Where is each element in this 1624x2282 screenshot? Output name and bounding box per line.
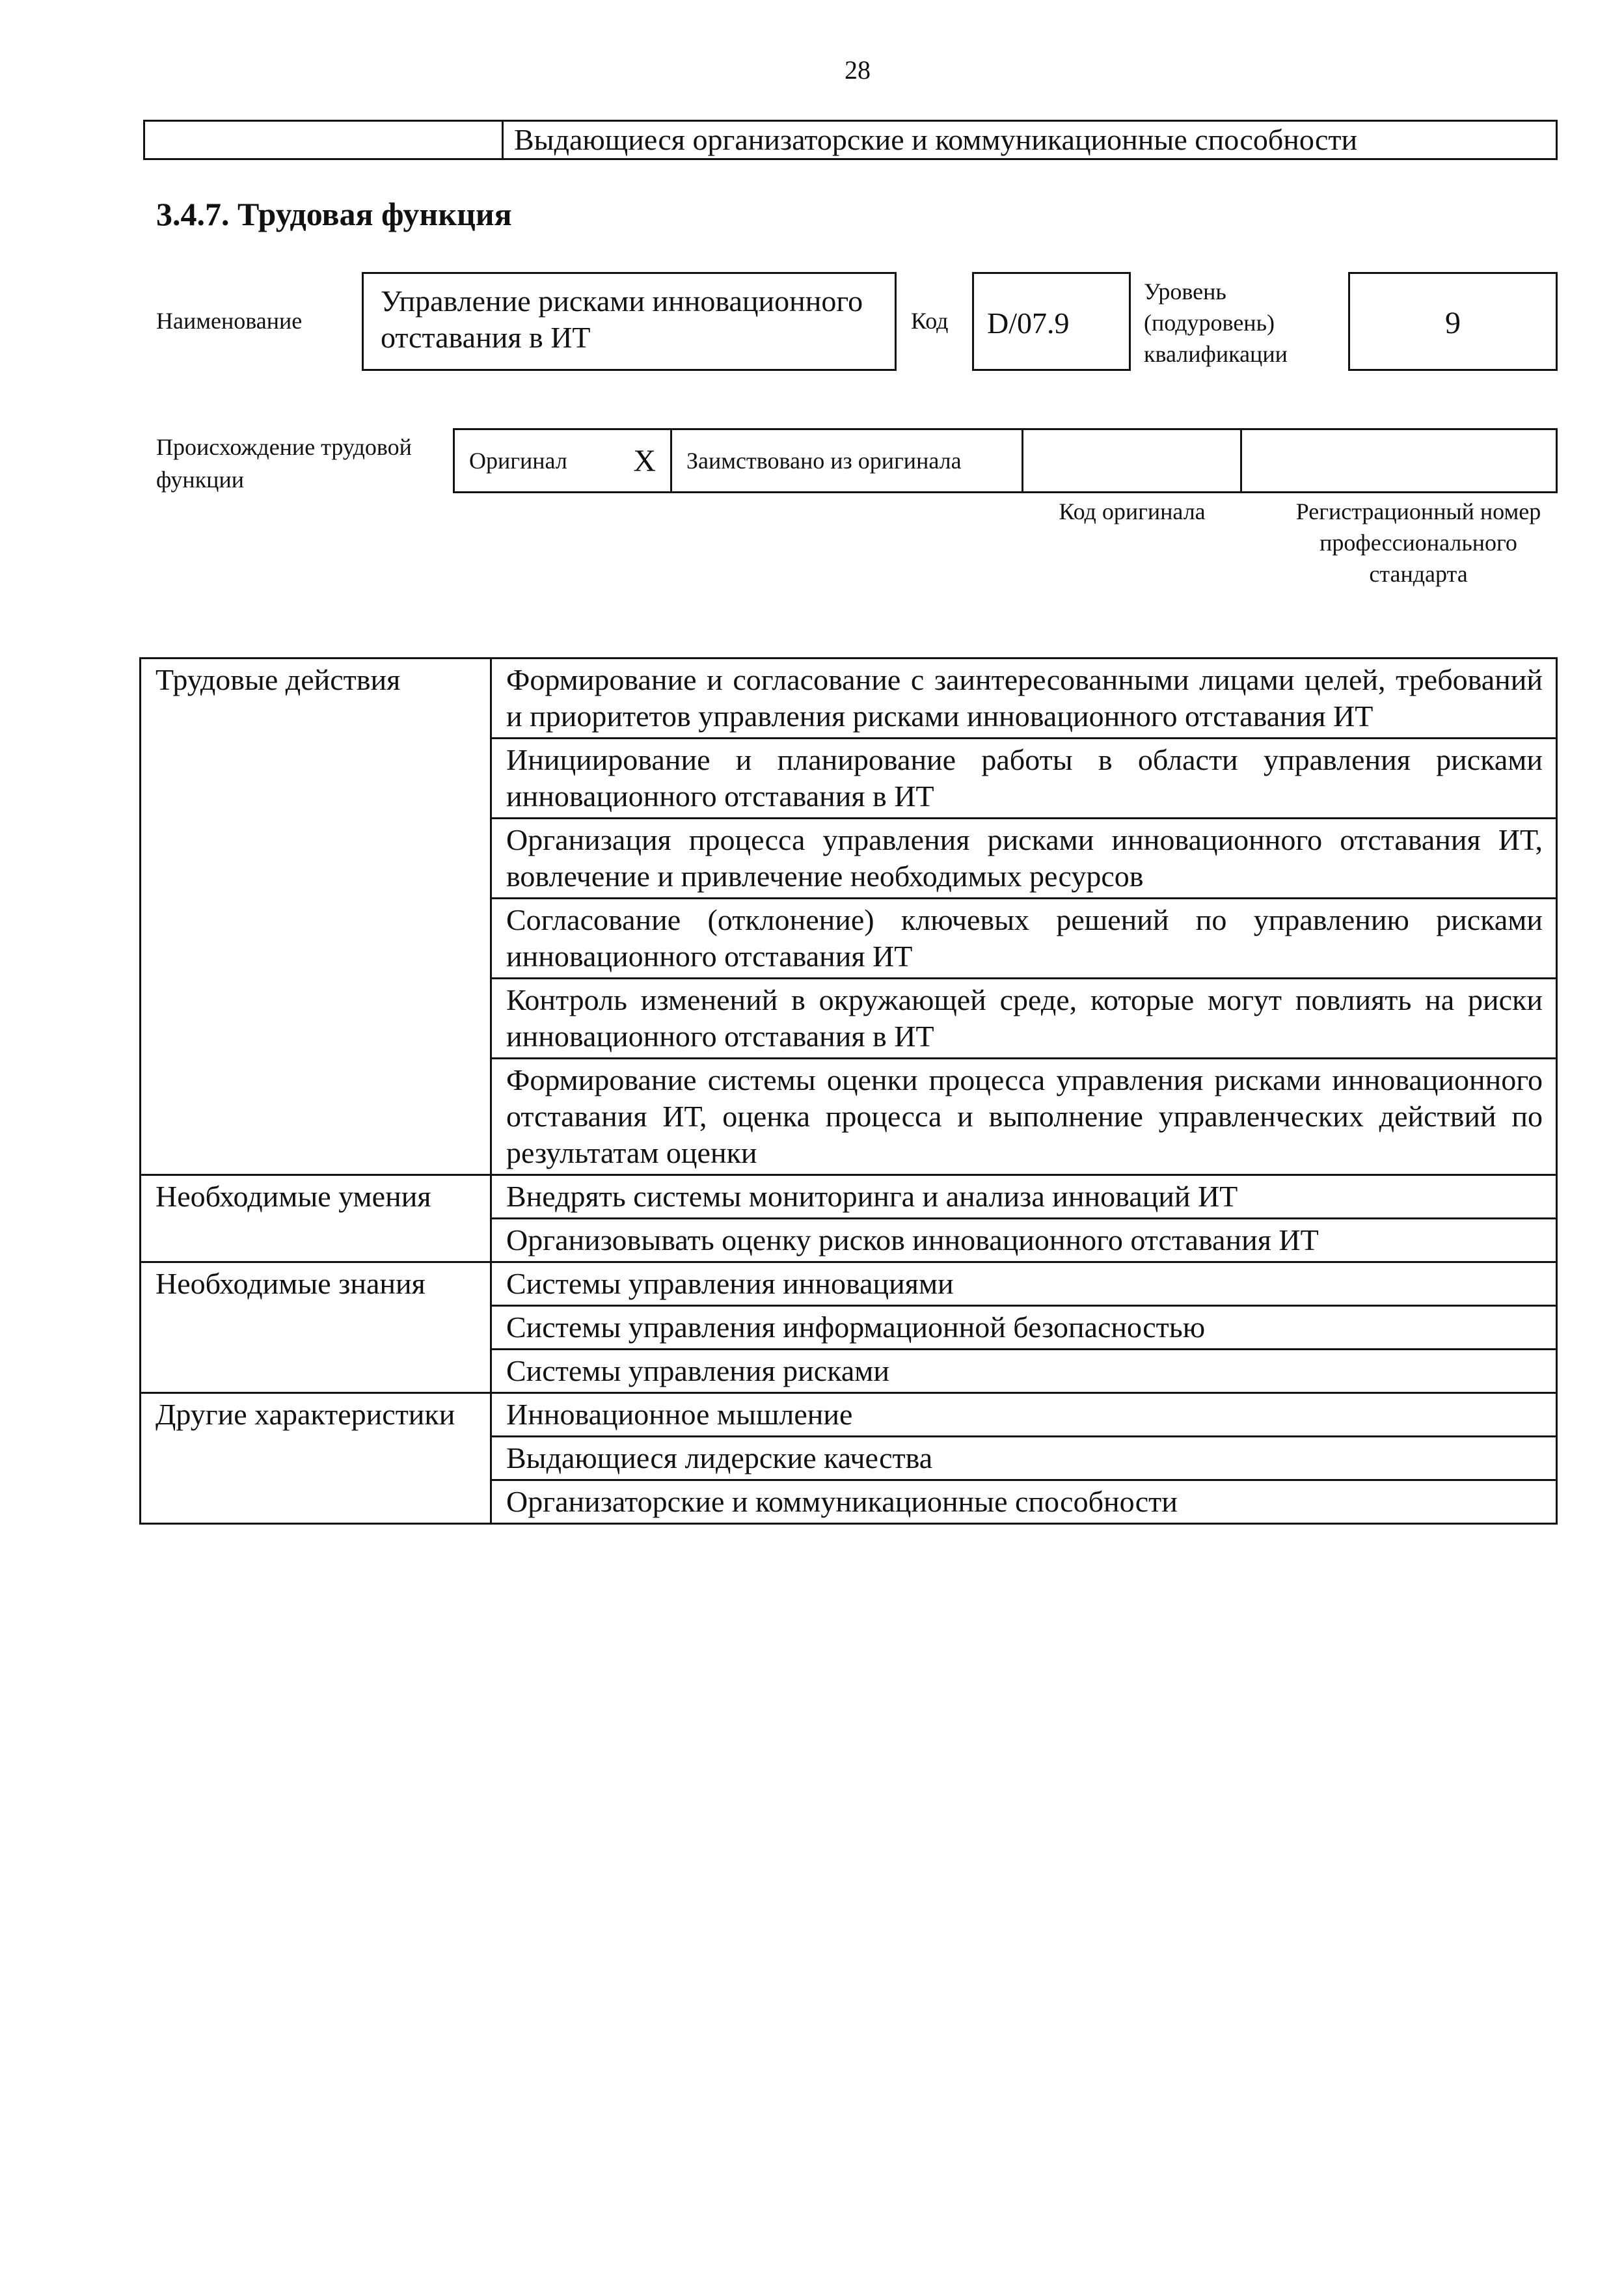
other-characteristic-item: Инновационное мышление <box>491 1393 1557 1437</box>
skill-item: Внедрять системы мониторинга и анализа инноваций ИТ <box>491 1175 1557 1219</box>
level-label: Уровень (подуровень) квалификации <box>1144 278 1288 367</box>
code-label: Код <box>911 308 949 334</box>
continuation-empty-cell <box>145 122 504 158</box>
labor-actions-label: Трудовые действия <box>141 659 491 1175</box>
code-original-caption: Код оригинала <box>1059 498 1206 524</box>
labor-function-table <box>139 657 1558 1525</box>
labor-action-item: Инициирование и планирование работы в области управления рисками инновационного отставания в ИТ <box>491 739 1557 819</box>
table-row <box>141 1262 1557 1306</box>
reg-number-caption: Регистрационный номер профессионального стандарта <box>1295 498 1541 587</box>
continuation-row <box>143 120 1558 160</box>
table-row <box>141 1175 1557 1219</box>
function-name-value: Управление рисками инновационного отставания в ИТ <box>362 272 897 371</box>
borrowed-label: Заимствовано из оригинала <box>686 448 962 474</box>
knowledge-label: Необходимые знания <box>141 1262 491 1393</box>
origin-reg-cell <box>1242 430 1556 491</box>
labor-action-item: Контроль изменений в окружающей среде, которые могут повлиять на риски инновационного отставания в ИТ <box>491 979 1557 1059</box>
knowledge-item: Системы управления информационной безопасностью <box>491 1306 1557 1350</box>
continuation-text: Выдающиеся организаторские и коммуникационные способности <box>514 123 1358 156</box>
labor-action-item: Согласование (отклонение) ключевых решений по управлению рисками инновационного отставания ИТ <box>491 899 1557 979</box>
origin-borrowed-cell <box>672 430 1023 491</box>
origin-row <box>453 428 1558 493</box>
section-title: 3.4.7. Трудовая функция <box>156 196 512 232</box>
table-row <box>141 659 1557 739</box>
skills-label: Необходимые умения <box>141 1175 491 1262</box>
knowledge-item: Системы управления инновациями <box>491 1262 1557 1306</box>
labor-action-item: Формирование системы оценки процесса управления рисками инновационного отставания ИТ, оценка процесса и выполнение управленческих действий по результатам оценки <box>491 1059 1557 1175</box>
knowledge-item: Системы управления рисками <box>491 1350 1557 1393</box>
other-characteristics-label: Другие характеристики <box>141 1393 491 1524</box>
origin-code-cell <box>1023 430 1242 491</box>
origin-original-cell <box>455 430 672 491</box>
origin-label: Происхождение трудовой функции <box>156 434 412 493</box>
skill-item: Организовывать оценку рисков инновационного отставания ИТ <box>491 1219 1557 1262</box>
page-number: 28 <box>845 55 871 85</box>
other-characteristic-item: Выдающиеся лидерские качества <box>491 1437 1557 1480</box>
labor-action-item: Организация процесса управления рисками инновационного отставания ИТ, вовлечение и привлечение необходимых ресурсов <box>491 819 1557 899</box>
function-code-value: D/07.9 <box>972 272 1131 371</box>
labor-action-item: Формирование и согласование с заинтересованными лицами целей, требований и приоритетов управления рисками инновационного отставания ИТ <box>491 659 1557 739</box>
level-value: 9 <box>1348 272 1558 371</box>
original-label: Оригинал <box>469 448 567 474</box>
other-characteristic-item: Организаторские и коммуникационные способности <box>491 1480 1557 1524</box>
original-mark: X <box>633 443 656 478</box>
name-label: Наименование <box>156 308 303 334</box>
table-row <box>141 1393 1557 1437</box>
